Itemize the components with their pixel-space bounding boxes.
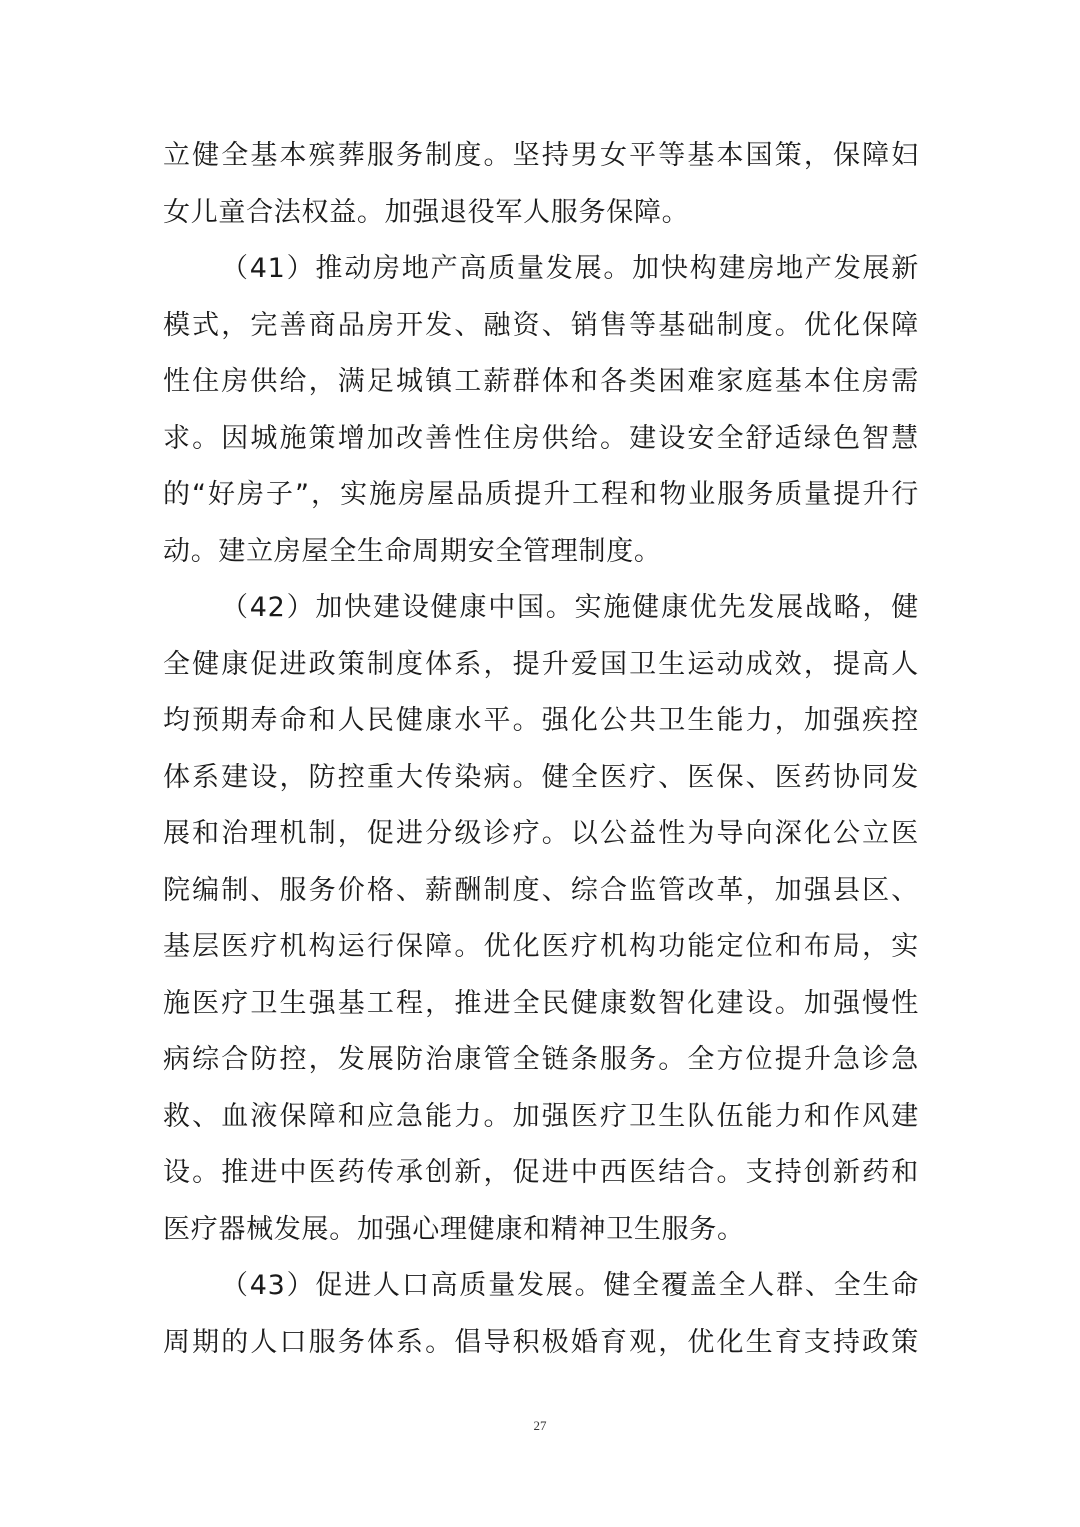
body-text xyxy=(163,128,919,1371)
text-line: 基层医疗机构运行保障。优化医疗机构功能定位和布局，实 xyxy=(163,931,919,962)
text-line: 体系建设，防控重大传染病。健全医疗、医保、医药协同发 xyxy=(163,761,919,793)
text-line: 均预期寿命和人民健康水平。强化公共卫生能力，加强疾控 xyxy=(163,705,919,736)
text-line: 的“好房子”，实施房屋品质提升工程和物业服务质量提升行 xyxy=(163,479,919,510)
text-line: 女儿童合法权益。加强退役军人服务保障。 xyxy=(163,196,690,228)
text-line: 设。推进中医药传承创新，促进中西医结合。支持创新药和 xyxy=(163,1157,919,1188)
text-line: （42）加快建设健康中国。实施健康优先发展战略，健 xyxy=(221,592,919,623)
text-line: 立健全基本殡葬服务制度。坚持男女平等基本国策，保障妇 xyxy=(163,140,919,171)
paragraph-42 xyxy=(163,580,919,1258)
text-line: 全健康促进政策制度体系，提升爱国卫生运动成效，提高人 xyxy=(163,648,919,680)
text-line: 病综合防控，发展防治康管全链条服务。全方位提升急诊急 xyxy=(163,1044,919,1075)
text-line: 救、血液保障和应急能力。加强医疗卫生队伍能力和作风建 xyxy=(163,1100,919,1132)
text-line: 展和治理机制，促进分级诊疗。以公益性为导向深化公立医 xyxy=(163,818,919,849)
text-line: 医疗器械发展。加强心理健康和精神卫生服务。 xyxy=(163,1213,745,1245)
paragraph xyxy=(163,128,919,241)
text-line: 周期的人口服务体系。倡导积极婚育观，优化生育支持政策 xyxy=(163,1326,919,1358)
text-line: 施医疗卫生强基工程，推进全民健康数智化建设。加强慢性 xyxy=(163,987,919,1019)
text-line: 性住房供给，满足城镇工薪群体和各类困难家庭基本住房需 xyxy=(163,366,919,397)
page-number: 27 xyxy=(533,1418,547,1433)
text-line: 院编制、服务价格、薪酬制度、综合监管改革，加强县区、 xyxy=(163,874,919,906)
text-line: 模式，完善商品房开发、融资、销售等基础制度。优化保障 xyxy=(163,309,919,341)
text-line: （41）推动房地产高质量发展。加快构建房地产发展新 xyxy=(221,253,919,284)
text-line: 动。建立房屋全生命周期安全管理制度。 xyxy=(163,535,662,567)
text-line: （43）促进人口高质量发展。健全覆盖全人群、全生命 xyxy=(221,1270,919,1301)
paragraph-41 xyxy=(163,241,919,580)
paragraph-43 xyxy=(163,1258,919,1371)
text-line: 求。因城施策增加改善性住房供给。建设安全舒适绿色智慧 xyxy=(163,422,919,454)
